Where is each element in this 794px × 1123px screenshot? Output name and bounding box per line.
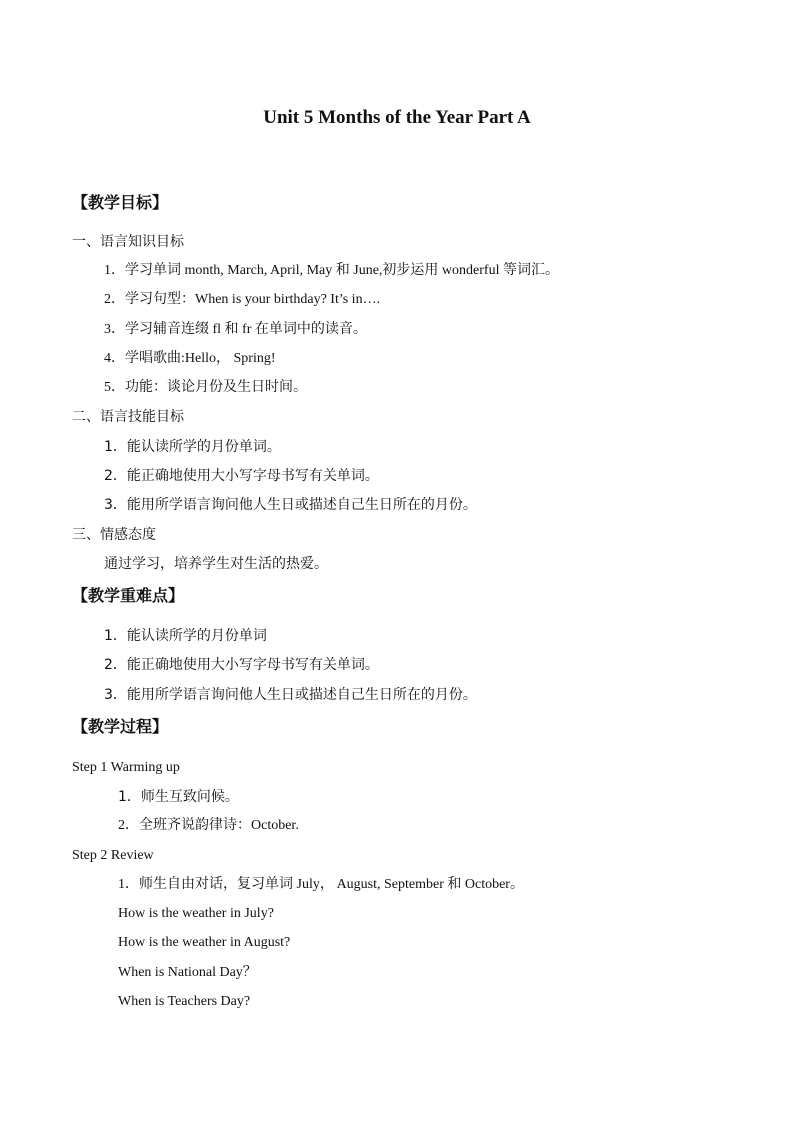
- list-item: 1．能认读所学的月份单词。: [104, 439, 281, 455]
- question-line: How is the weather in July?: [118, 906, 274, 921]
- list-item: 1．师生自由对话，复习单词 July， August, September 和 October。: [118, 877, 524, 892]
- list-item: 3．学习辅音连缀 fl 和 fr 在单词中的读音。: [104, 322, 367, 337]
- attitude-text: 通过学习，培养学生对生活的热爱。: [104, 556, 328, 572]
- section-language-skills: 二、语言技能目标: [72, 409, 184, 425]
- question-line: How is the weather in August?: [118, 935, 291, 950]
- section-attitude: 三、情感态度: [72, 527, 156, 543]
- step-1-label: Step 1 Warming up: [72, 760, 180, 775]
- key-points-heading: 【教学重难点】: [72, 586, 185, 605]
- section-language-knowledge: 一、语言知识目标: [72, 234, 184, 250]
- process-heading: 【教学过程】: [72, 717, 169, 736]
- list-item: 1．师生互致问候。: [118, 789, 239, 805]
- step-2-label: Step 2 Review: [72, 848, 154, 863]
- objectives-heading: 【教学目标】: [72, 193, 169, 212]
- question-line: When is Teachers Day?: [118, 994, 251, 1009]
- document-title: Unit 5 Months of the Year Part A: [263, 107, 531, 128]
- question-line: When is National Day？: [118, 965, 257, 980]
- list-item: 5．功能：谈论月份及生日时间。: [104, 380, 307, 395]
- list-item: 1．学习单词 month, March, April, May 和 June,初步运用 wonderful 等词汇。: [104, 263, 559, 278]
- list-item: 4．学唱歌曲:Hello， Spring!: [104, 351, 276, 366]
- list-item: 3．能用所学语言询问他人生日或描述自己生日所在的月份。: [104, 497, 477, 513]
- list-item: 1．能认读所学的月份单词: [104, 628, 267, 644]
- list-item: 2．全班齐说韵律诗：October.: [118, 818, 299, 833]
- list-item: 2．能正确地使用大小写字母书写有关单词。: [104, 657, 379, 673]
- list-item: 2．学习句型：When is your birthday? It’s in….: [104, 292, 381, 307]
- list-item: 3．能用所学语言询问他人生日或描述自己生日所在的月份。: [104, 687, 477, 703]
- list-item: 2．能正确地使用大小写字母书写有关单词。: [104, 468, 379, 484]
